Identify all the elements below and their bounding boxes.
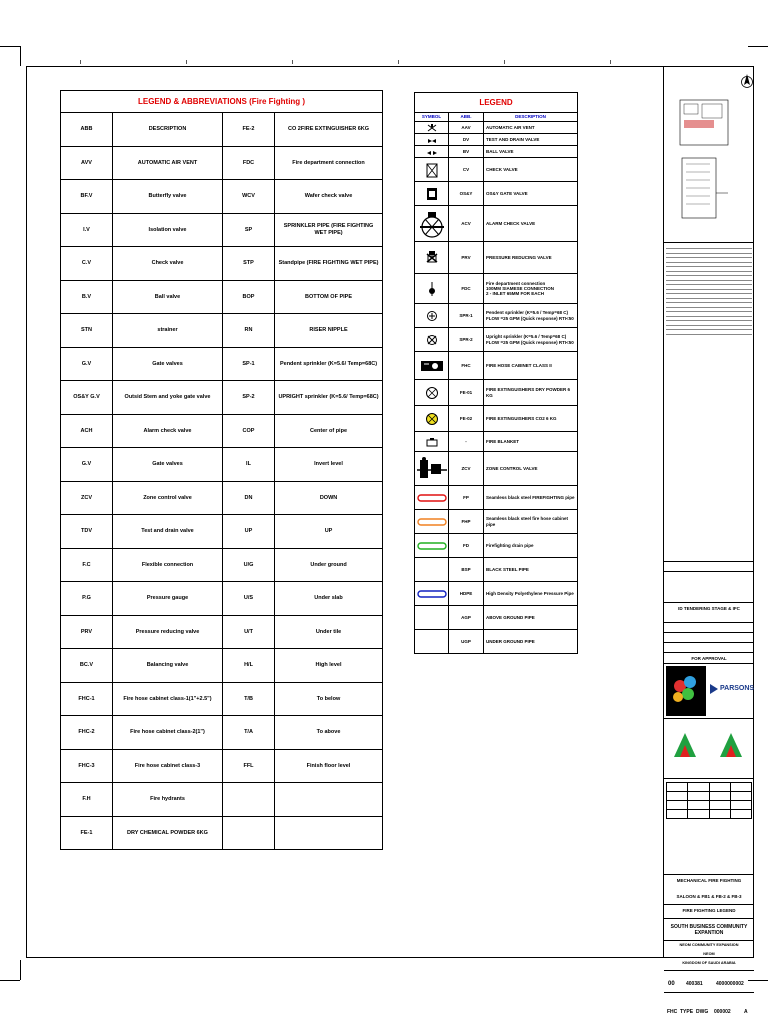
crop-mark	[20, 46, 21, 66]
table-row	[415, 304, 578, 328]
description-cell: DESCRIPTION	[113, 113, 223, 147]
description-cell: Fire department connection	[275, 146, 383, 180]
abbreviation-cell: I.V	[61, 213, 113, 247]
pressure-reducing-valve-icon	[415, 242, 449, 274]
description-cell: DOWN	[275, 481, 383, 515]
orange-pipe-icon	[415, 510, 449, 534]
abbreviation-cell: BF.V	[61, 180, 113, 214]
description-cell: ZONE CONTROL VALVE	[484, 452, 578, 486]
symbol-cell	[415, 606, 449, 630]
table-row	[61, 749, 383, 783]
description-cell: AUTOMATIC AIR VENT	[484, 122, 578, 134]
description-cell: Center of pipe	[275, 414, 383, 448]
table-row	[415, 534, 578, 558]
crop-mark	[20, 960, 21, 980]
blue-pipe-icon	[415, 582, 449, 606]
description-cell: Balancing valve	[113, 649, 223, 683]
abbreviation-cell: BSP	[449, 558, 484, 582]
table-row	[415, 558, 578, 582]
abbreviation-cell: COP	[223, 414, 275, 448]
abbreviation-cell: FE-02	[449, 406, 484, 432]
table-row	[415, 630, 578, 654]
north-arrow-icon	[740, 72, 754, 90]
table-row	[415, 328, 578, 352]
abbreviation-cell: F.H	[61, 783, 113, 817]
valve-icon	[415, 122, 449, 134]
table-row	[61, 716, 383, 750]
abbreviation-cell: DV	[449, 134, 484, 146]
table-row	[415, 486, 578, 510]
title-line-2: SALOON & FB1 & FB-2 & FB-3	[676, 894, 742, 899]
abbreviation-cell: SP-1	[223, 347, 275, 381]
extinguisher-dry-icon	[415, 380, 449, 406]
table-row	[61, 247, 383, 281]
sheet-code-3: DWG	[696, 1009, 709, 1015]
description-cell: Fire hose cabinet class-3	[113, 749, 223, 783]
abbreviation-cell: FHC	[449, 352, 484, 380]
description-cell: Firefighting drain pipe	[484, 534, 578, 558]
abbreviation-cell: FP	[449, 486, 484, 510]
table-row	[61, 615, 383, 649]
description-cell: Finish floor level	[275, 749, 383, 783]
abbreviation-cell: H/L	[223, 649, 275, 683]
abbreviation-cell: UGP	[449, 630, 484, 654]
table-row	[415, 582, 578, 606]
description-cell: Fire hydrants	[113, 783, 223, 817]
header-description: DESCRIPTION	[484, 113, 578, 122]
description-cell: SPRINKLER PIPE (FIRE FIGHTING WET PIPE)	[275, 213, 383, 247]
fire-dept-connection-icon	[415, 274, 449, 304]
abbreviation-cell: IL	[223, 448, 275, 482]
abbreviation-cell: STP	[223, 247, 275, 281]
abbreviation-cell: PRV	[449, 242, 484, 274]
upright-sprinkler-icon	[415, 328, 449, 352]
abbreviation-cell: G.V	[61, 448, 113, 482]
header-abb: ABB.	[449, 113, 484, 122]
description-cell: Fire department connection 100MM SIAMESE CONNECTION 2 - INLET 65MM FOR EACH	[484, 274, 578, 304]
abbreviation-cell: FHC-3	[61, 749, 113, 783]
title-line-3: FIRE FIGHTING LEGEND	[682, 908, 736, 913]
table-row	[61, 481, 383, 515]
symbols-legend-table	[414, 92, 578, 654]
description-cell: Pendent sprinkler (K=5.6 / Temp=68 C) FLOW =25 GPM (Quick response) RTI<50	[484, 304, 578, 328]
description-cell: PRESSURE REDUCING VALVE	[484, 242, 578, 274]
abbreviation-cell: SP	[223, 213, 275, 247]
description-cell: UNDER GROUND PIPE	[484, 630, 578, 654]
abbreviation-cell: AAV	[449, 122, 484, 134]
abbreviation-cell: FHC-1	[61, 682, 113, 716]
abbreviation-cell: FHP	[449, 510, 484, 534]
description-cell: BOTTOM OF PIPE	[275, 280, 383, 314]
table-row	[415, 452, 578, 486]
abbreviation-cell: ZCV	[449, 452, 484, 486]
abbreviation-cell: FE-01	[449, 380, 484, 406]
zone-control-valve-icon	[415, 452, 449, 486]
crop-mark	[0, 46, 20, 47]
abbreviation-cell: AGP	[449, 606, 484, 630]
table-row	[415, 606, 578, 630]
abbreviation-cell: AVV	[61, 146, 113, 180]
description-cell: Pressure gauge	[113, 582, 223, 616]
table-row	[61, 314, 383, 348]
drawing-originator: 400381	[686, 981, 703, 987]
table-row	[415, 146, 578, 158]
abbreviation-cell: OS&Y	[449, 182, 484, 206]
symbols-legend-title: LEGEND	[415, 93, 578, 113]
check-valve-icon	[415, 158, 449, 182]
ball-valve-icon	[415, 146, 449, 158]
description-cell: RISER NIPPLE	[275, 314, 383, 348]
table-row	[61, 146, 383, 180]
abbreviation-cell: RN	[223, 314, 275, 348]
abbreviation-cell: C.V	[61, 247, 113, 281]
status-badge: FOR APPROVAL	[691, 656, 727, 661]
abbreviation-cell: F.C	[61, 548, 113, 582]
description-cell: Isolation valve	[113, 213, 223, 247]
abbreviation-cell: WCV	[223, 180, 275, 214]
location-line-1: NEOM COMMUNITY EXPANSION	[679, 943, 739, 947]
description-cell: FIRE EXTINGUISHERS DRY POWDER 6 KG	[484, 380, 578, 406]
abbreviation-cell: DN	[223, 481, 275, 515]
abbreviation-cell: HDPE	[449, 582, 484, 606]
fire-hose-cabinet-icon	[415, 352, 449, 380]
green-pipe-icon	[415, 534, 449, 558]
description-cell: BALL VALVE	[484, 146, 578, 158]
abbreviation-cell: PRV	[61, 615, 113, 649]
authority-logo-icon	[718, 729, 744, 759]
location-line-3: KINGDOM OF SAUDI ARABIA	[682, 961, 736, 965]
abbreviation-cell: U/T	[223, 615, 275, 649]
title-block	[663, 66, 755, 1015]
table-row	[415, 274, 578, 304]
abbreviation-cell: FDC	[223, 146, 275, 180]
description-cell: Under ground	[275, 548, 383, 582]
table-row	[415, 406, 578, 432]
revision-letter: A	[744, 1009, 748, 1015]
table-row	[61, 347, 383, 381]
symbol-cell	[415, 630, 449, 654]
stage-label: ID TENDERING STAGE & IFC	[678, 606, 740, 611]
fire-blanket-icon	[415, 432, 449, 452]
abbreviation-cell: FHC-2	[61, 716, 113, 750]
key-plan-label	[667, 74, 668, 78]
drawing-code: 00	[668, 981, 675, 987]
description-cell: Flexible connection	[113, 548, 223, 582]
abbreviation-cell: OS&Y G.V	[61, 381, 113, 415]
table-row	[61, 783, 383, 817]
table-row	[415, 380, 578, 406]
description-cell: Under tile	[275, 615, 383, 649]
abbreviation-cell: BC.V	[61, 649, 113, 683]
table-row	[61, 548, 383, 582]
location-line-2: NEOM	[703, 952, 715, 956]
abbreviation-cell: BV	[449, 146, 484, 158]
table-row	[61, 582, 383, 616]
abbreviation-cell: ZCV	[61, 481, 113, 515]
description-cell: Seamless black steel fire hose cabinet pipe	[484, 510, 578, 534]
description-cell: Wafer check valve	[275, 180, 383, 214]
crop-mark	[748, 980, 768, 981]
key-plan-icon	[678, 98, 730, 248]
table-row	[61, 682, 383, 716]
abbreviation-cell: FE-1	[61, 816, 113, 850]
description-cell: Test and drain valve	[113, 515, 223, 549]
table-row	[61, 515, 383, 549]
abbreviation-cell: U/G	[223, 548, 275, 582]
description-cell: To above	[275, 716, 383, 750]
abbreviation-cell: ACH	[61, 414, 113, 448]
crop-mark	[0, 980, 20, 981]
description-cell: Gate valves	[113, 347, 223, 381]
description-cell: TEST AND DRAIN VALVE	[484, 134, 578, 146]
table-row	[61, 280, 383, 314]
title-line-1: MECHANICAL FIRE FIGHTING	[676, 878, 742, 883]
sheet-code-1: FHC	[667, 1009, 678, 1015]
abbreviation-cell: FD	[449, 534, 484, 558]
description-cell: ALARM CHECK VALVE	[484, 206, 578, 242]
description-cell: OS&Y GATE VALVE	[484, 182, 578, 206]
red-pipe-icon	[415, 486, 449, 510]
table-row	[415, 134, 578, 146]
abbreviation-cell: B.V	[61, 280, 113, 314]
sheet-code-2: TYPE	[680, 1009, 694, 1015]
description-cell: CO 2FIRE EXTINGUISHER 6KG	[275, 113, 383, 147]
osay-gate-valve-icon	[415, 182, 449, 206]
description-cell: Alarm check valve	[113, 414, 223, 448]
abbreviation-cell	[223, 783, 275, 817]
description-cell: Check valve	[113, 247, 223, 281]
description-cell: Fire hose cabinet class-2(1")	[113, 716, 223, 750]
description-cell: AUTOMATIC AIR VENT	[113, 146, 223, 180]
table-row	[415, 122, 578, 134]
description-cell: High Density Polyethylene Pressure Pipe	[484, 582, 578, 606]
table-row	[415, 206, 578, 242]
test-drain-valve-icon	[415, 134, 449, 146]
general-notes	[666, 246, 752, 336]
abbreviation-cell: T/B	[223, 682, 275, 716]
description-cell: FIRE EXTINGUISHERS CO2 6 KG	[484, 406, 578, 432]
table-row	[61, 213, 383, 247]
abbreviation-cell: FFL	[223, 749, 275, 783]
description-cell: strainer	[113, 314, 223, 348]
description-cell	[275, 816, 383, 850]
legend-title: LEGEND & ABBREVIATIONS (Fire Fighting )	[61, 91, 383, 113]
description-cell: FIRE HOSE CABINET CLASS II	[484, 352, 578, 380]
description-cell: ABOVE GROUND PIPE	[484, 606, 578, 630]
abbreviation-cell: BOP	[223, 280, 275, 314]
abbreviation-cell	[223, 816, 275, 850]
description-cell: To below	[275, 682, 383, 716]
abbreviation-cell: CV	[449, 158, 484, 182]
table-row	[415, 242, 578, 274]
description-cell: Invert level	[275, 448, 383, 482]
description-cell: Pendent sprinkler (K=5.6/ Temp=68C)	[275, 347, 383, 381]
abbreviations-table	[60, 90, 383, 850]
abbreviation-cell: SPR-1	[449, 304, 484, 328]
description-cell: Pressure reducing valve	[113, 615, 223, 649]
abbreviation-cell: T/A	[223, 716, 275, 750]
symbol-cell	[415, 558, 449, 582]
table-row	[61, 381, 383, 415]
table-row	[61, 448, 383, 482]
extinguisher-co2-icon	[415, 406, 449, 432]
abbreviation-cell: TDV	[61, 515, 113, 549]
description-cell: Zone control valve	[113, 481, 223, 515]
table-row	[61, 816, 383, 850]
description-cell: Standpipe (FIRE FIGHTING WET PIPE)	[275, 247, 383, 281]
table-row	[415, 182, 578, 206]
abbreviation-cell: FE-2	[223, 113, 275, 147]
abbreviation-cell: STN	[61, 314, 113, 348]
crop-mark	[748, 46, 768, 47]
description-cell: Seamless black steel FIREFIGHTING pipe	[484, 486, 578, 510]
description-cell	[275, 783, 383, 817]
pendent-sprinkler-icon	[415, 304, 449, 328]
abbreviation-cell: P.G	[61, 582, 113, 616]
description-cell: Under slab	[275, 582, 383, 616]
abbreviation-cell: SPR-2	[449, 328, 484, 352]
table-row	[415, 510, 578, 534]
description-cell: Outsid Stem and yoke gate valve	[113, 381, 223, 415]
abbreviation-cell: ABB	[61, 113, 113, 147]
description-cell: High level	[275, 649, 383, 683]
description-cell: UP	[275, 515, 383, 549]
description-cell: CHECK VALVE	[484, 158, 578, 182]
header-symbol: SYMBOL	[415, 113, 449, 122]
table-row	[415, 352, 578, 380]
authority-logo-icon	[672, 729, 698, 759]
table-row	[61, 414, 383, 448]
abbreviation-cell: G.V	[61, 347, 113, 381]
sheet-code-4: 000002	[714, 1009, 731, 1015]
table-row	[61, 180, 383, 214]
description-cell: Gate valves	[113, 448, 223, 482]
drawing-number: 4000000002	[716, 981, 744, 987]
description-cell: UPRIGHT sprinkler (K=5.6/ Temp=68C)	[275, 381, 383, 415]
description-cell: Butterfly valve	[113, 180, 223, 214]
parsons-logo-icon	[710, 684, 718, 694]
client-logo-icon	[666, 666, 706, 716]
table-row	[61, 113, 383, 147]
abbreviation-cell: U/S	[223, 582, 275, 616]
alarm-check-valve-icon	[415, 206, 449, 242]
description-cell: Upright sprinkler (K=5.6 / Temp=68 C) FLOW =25 GPM (Quick response) RTI<50	[484, 328, 578, 352]
project-name: SOUTH BUSINESS COMMUNITY EXPANTION	[670, 924, 748, 936]
abbreviation-cell: ACV	[449, 206, 484, 242]
description-cell: BLACK STEEL PIPE	[484, 558, 578, 582]
table-row	[415, 158, 578, 182]
table-row	[415, 432, 578, 452]
consultant-name: PARSONS	[720, 685, 755, 692]
description-cell: DRY CHEMICAL POWDER 6KG	[113, 816, 223, 850]
description-cell: Fire hose cabinet class-1(1"+2.5")	[113, 682, 223, 716]
description-cell: Ball valve	[113, 280, 223, 314]
abbreviation-cell: FDC	[449, 274, 484, 304]
description-cell: FIRE BLANKET	[484, 432, 578, 452]
abbreviation-cell: -	[449, 432, 484, 452]
abbreviation-cell: UP	[223, 515, 275, 549]
abbreviation-cell: SP-2	[223, 381, 275, 415]
table-row	[61, 649, 383, 683]
